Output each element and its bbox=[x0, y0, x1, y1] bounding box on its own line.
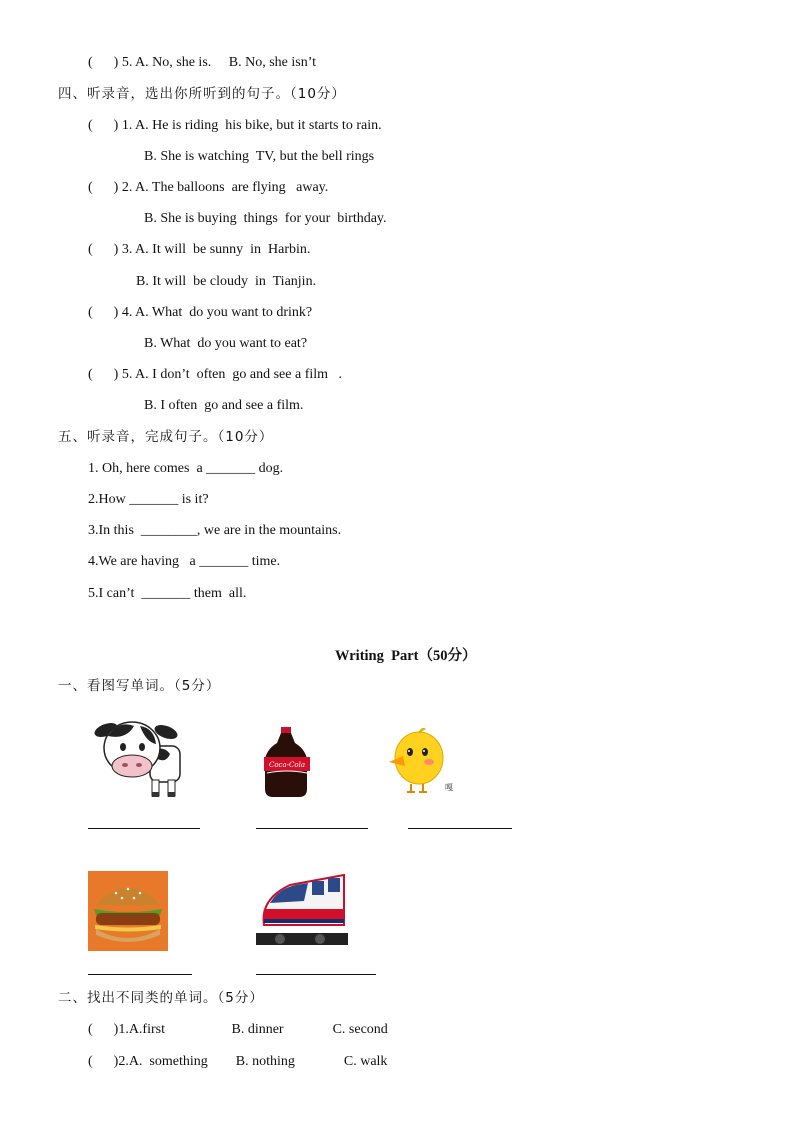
q4-1-option-b: B. She is watching TV, but the bell rings bbox=[144, 149, 375, 164]
cola-label: Coca-Cola bbox=[268, 761, 306, 769]
q4-2-option-a: ( ) 2. A. The balloons are flying away. bbox=[88, 180, 329, 195]
cola-bottle-picture bbox=[255, 727, 319, 799]
svg-text:嘎: 嘎 bbox=[445, 783, 453, 792]
q-previous-5: ( ) 5. A. No, she is. B. No, she isn’t bbox=[88, 55, 317, 70]
answer-line-2[interactable] bbox=[256, 828, 368, 829]
section-5-heading: 五、听录音，完成句子。（10分） bbox=[58, 429, 274, 445]
cow-picture bbox=[90, 714, 182, 800]
w2-question-1: ( )1.A.first B. dinner C. second bbox=[88, 1022, 388, 1037]
chick-picture bbox=[385, 726, 455, 796]
section-4-heading: 四、听录音，选出你所听到的句子。（10分） bbox=[58, 86, 346, 102]
q4-5-option-b: B. I often go and see a film. bbox=[144, 398, 304, 413]
q5-4: 4.We are having a _______ time. bbox=[88, 554, 281, 569]
q4-2-option-b: B. She is buying things for your birthday. bbox=[144, 211, 387, 226]
answer-line-4[interactable] bbox=[88, 974, 192, 975]
w2-question-2: ( )2.A. something B. nothing C. walk bbox=[88, 1054, 388, 1069]
q5-1: 1. Oh, here comes a _______ dog. bbox=[88, 461, 284, 476]
writing-2-heading: 二、找出不同类的单词。（5分） bbox=[58, 990, 264, 1006]
q5-5: 5.I can’t _______ them all. bbox=[88, 586, 247, 601]
answer-line-1[interactable] bbox=[88, 828, 200, 829]
q5-2: 2.How _______ is it? bbox=[88, 492, 209, 507]
q4-4-option-a: ( ) 4. A. What do you want to drink? bbox=[88, 305, 313, 320]
train-picture bbox=[256, 867, 348, 949]
answer-line-5[interactable] bbox=[256, 974, 376, 975]
q4-3-option-a: ( ) 3. A. It will be sunny in Harbin. bbox=[88, 242, 311, 257]
answer-line-3[interactable] bbox=[408, 828, 512, 829]
writing-1-heading: 一、看图写单词。（5分） bbox=[58, 678, 221, 694]
q4-1-option-a: ( ) 1. A. He is riding his bike, but it starts to rain. bbox=[88, 118, 382, 133]
q5-3: 3.In this ________, we are in the mountains. bbox=[88, 523, 342, 538]
q4-3-option-b: B. It will be cloudy in Tianjin. bbox=[136, 274, 317, 289]
q4-4-option-b: B. What do you want to eat? bbox=[144, 336, 308, 351]
q4-5-option-a: ( ) 5. A. I don’t often go and see a film . bbox=[88, 367, 343, 382]
hamburger-picture bbox=[88, 871, 168, 951]
writing-part-title: Writing Part（50分） bbox=[335, 648, 477, 664]
